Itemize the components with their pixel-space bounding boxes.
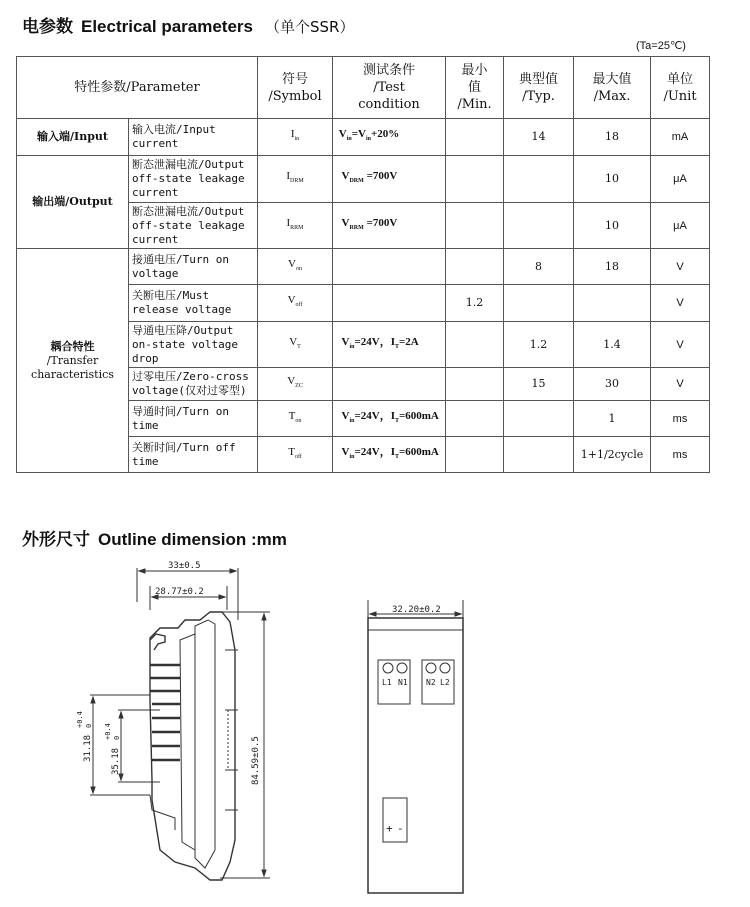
terminal-n2: N2 (426, 678, 436, 687)
min-cell (446, 119, 504, 156)
terminal-n1: N1 (398, 678, 408, 687)
symbol-cell: $I_{DRM}$ (258, 156, 333, 203)
outline-heading-cn: 外形尺寸 (22, 530, 90, 550)
terminal-l2: L2 (440, 678, 450, 687)
max-cell: 18 (574, 119, 651, 156)
terminal-plus: + (386, 822, 393, 835)
test-condition-cell: $V_{in}=24V$，$I_T=2A$ (333, 322, 446, 368)
symbol-cell: $I_{RRM}$ (258, 203, 333, 249)
header-typ: 典型值 /Typ. (504, 57, 574, 119)
test-condition-cell (333, 285, 446, 322)
test-condition-cell: $V_{in}=24V$，$I_T=600mA$ (333, 437, 446, 473)
unit-cell: mA (651, 119, 710, 156)
terminal-minus: - (397, 822, 404, 835)
dim-left-a-tol: +0.4 (76, 711, 84, 728)
symbol-cell: $T_{on}$ (258, 401, 333, 437)
param-name: 输入电流/Input current (129, 119, 258, 156)
max-cell (574, 285, 651, 322)
min-cell (446, 368, 504, 401)
group-output: 输出端/Output (17, 156, 129, 249)
dim-left-a: 31.18 (83, 734, 93, 762)
table-row (17, 156, 710, 203)
param-name: 断态泄漏电流/Output off-state leakage current (129, 156, 258, 203)
typ-cell: 14 (504, 119, 574, 156)
typ-cell (504, 401, 574, 437)
test-condition-cell (333, 249, 446, 285)
param-name: 导通电压降/Output on-state voltage drop (129, 322, 258, 368)
heading-sub: （单个SSR） (265, 18, 355, 36)
param-name: 导通时间/Turn on time (129, 401, 258, 437)
unit-cell: μA (651, 203, 710, 249)
unit-cell: V (651, 249, 710, 285)
min-cell (446, 401, 504, 437)
symbol-cell: $I_{in}$ (258, 119, 333, 156)
param-name: 断态泄漏电流/Output off-state leakage current (129, 203, 258, 249)
min-cell (446, 249, 504, 285)
dim-left-b-tol: +0.4 (104, 723, 112, 740)
front-view-drawing (368, 600, 463, 893)
param-name: 关断时间/Turn off time (129, 437, 258, 473)
max-cell: 1.4 (574, 322, 651, 368)
dim-width-outer: 33±0.5 (168, 561, 201, 571)
unit-cell: μA (651, 156, 710, 203)
electrical-parameters-table (16, 56, 710, 473)
dim-front-width: 32.20±0.2 (392, 605, 441, 615)
symbol-cell: $T_{off}$ (258, 437, 333, 473)
test-condition-note: (Ta=25℃) (636, 40, 686, 52)
outline-dimension-heading (22, 525, 287, 550)
param-name: 接通电压/Turn on voltage (129, 249, 258, 285)
unit-cell: ms (651, 401, 710, 437)
header-symbol: 符号 /Symbol (258, 57, 333, 119)
min-cell (446, 437, 504, 473)
heading-en: Electrical parameters (81, 17, 253, 36)
header-min: 最小 值 /Min. (446, 57, 504, 119)
dim-left-b-tol2: 0 (113, 735, 121, 740)
test-condition-cell: $V_{in}=V_{in}+20\%$ (333, 119, 446, 156)
max-cell: 18 (574, 249, 651, 285)
typ-cell: 8 (504, 249, 574, 285)
min-cell: 1.2 (446, 285, 504, 322)
unit-cell: V (651, 368, 710, 401)
symbol-cell: $V_{off}$ (258, 285, 333, 322)
typ-cell (504, 285, 574, 322)
typ-cell: 1.2 (504, 322, 574, 368)
test-condition-cell: $V_{DRM} =700V$ (333, 156, 446, 203)
electrical-parameters-heading (22, 12, 354, 37)
outline-drawings (0, 550, 750, 895)
max-cell: 30 (574, 368, 651, 401)
typ-cell: 15 (504, 368, 574, 401)
max-cell: 10 (574, 203, 651, 249)
table-row (17, 119, 710, 156)
dim-height: 84.59±0.5 (251, 736, 261, 785)
max-cell: 1 (574, 401, 651, 437)
header-test-condition: 测试条件 /Test condition (333, 57, 446, 119)
max-cell: 1+1/2cycle (574, 437, 651, 473)
dim-width-inner: 28.77±0.2 (155, 587, 204, 597)
typ-cell (504, 203, 574, 249)
symbol-cell: $V_{on}$ (258, 249, 333, 285)
test-condition-cell: $V_{in}=24V$，$I_T=600mA$ (333, 401, 446, 437)
unit-cell: ms (651, 437, 710, 473)
min-cell (446, 156, 504, 203)
terminal-l1: L1 (382, 678, 392, 687)
outline-heading-en: Outline dimension :mm (98, 530, 287, 549)
symbol-cell: $V_{ZC}$ (258, 368, 333, 401)
group-input: 输入端/Input (17, 119, 129, 156)
typ-cell (504, 156, 574, 203)
param-name: 过零电压/Zero-cross voltage(仅对过零型) (129, 368, 258, 401)
max-cell: 10 (574, 156, 651, 203)
unit-cell: V (651, 322, 710, 368)
group-transfer: 耦合特性 /Transfer characteristics (17, 249, 129, 473)
param-name: 关断电压/Must release voltage (129, 285, 258, 322)
side-view-drawing (90, 568, 270, 880)
typ-cell (504, 437, 574, 473)
header-parameter: 特性参数/Parameter (17, 57, 258, 119)
table-row (17, 249, 710, 285)
symbol-cell: $V_T$ (258, 322, 333, 368)
dim-left-b: 35.18 (111, 747, 121, 775)
min-cell (446, 203, 504, 249)
dim-left-a-tol2: 0 (85, 723, 93, 728)
header-unit: 单位 /Unit (651, 57, 710, 119)
table-header-row (17, 57, 710, 119)
header-max: 最大值 /Max. (574, 57, 651, 119)
test-condition-cell (333, 368, 446, 401)
unit-cell: V (651, 285, 710, 322)
min-cell (446, 322, 504, 368)
heading-cn: 电参数 (22, 17, 73, 37)
test-condition-cell: $V_{RRM} =700V$ (333, 203, 446, 249)
